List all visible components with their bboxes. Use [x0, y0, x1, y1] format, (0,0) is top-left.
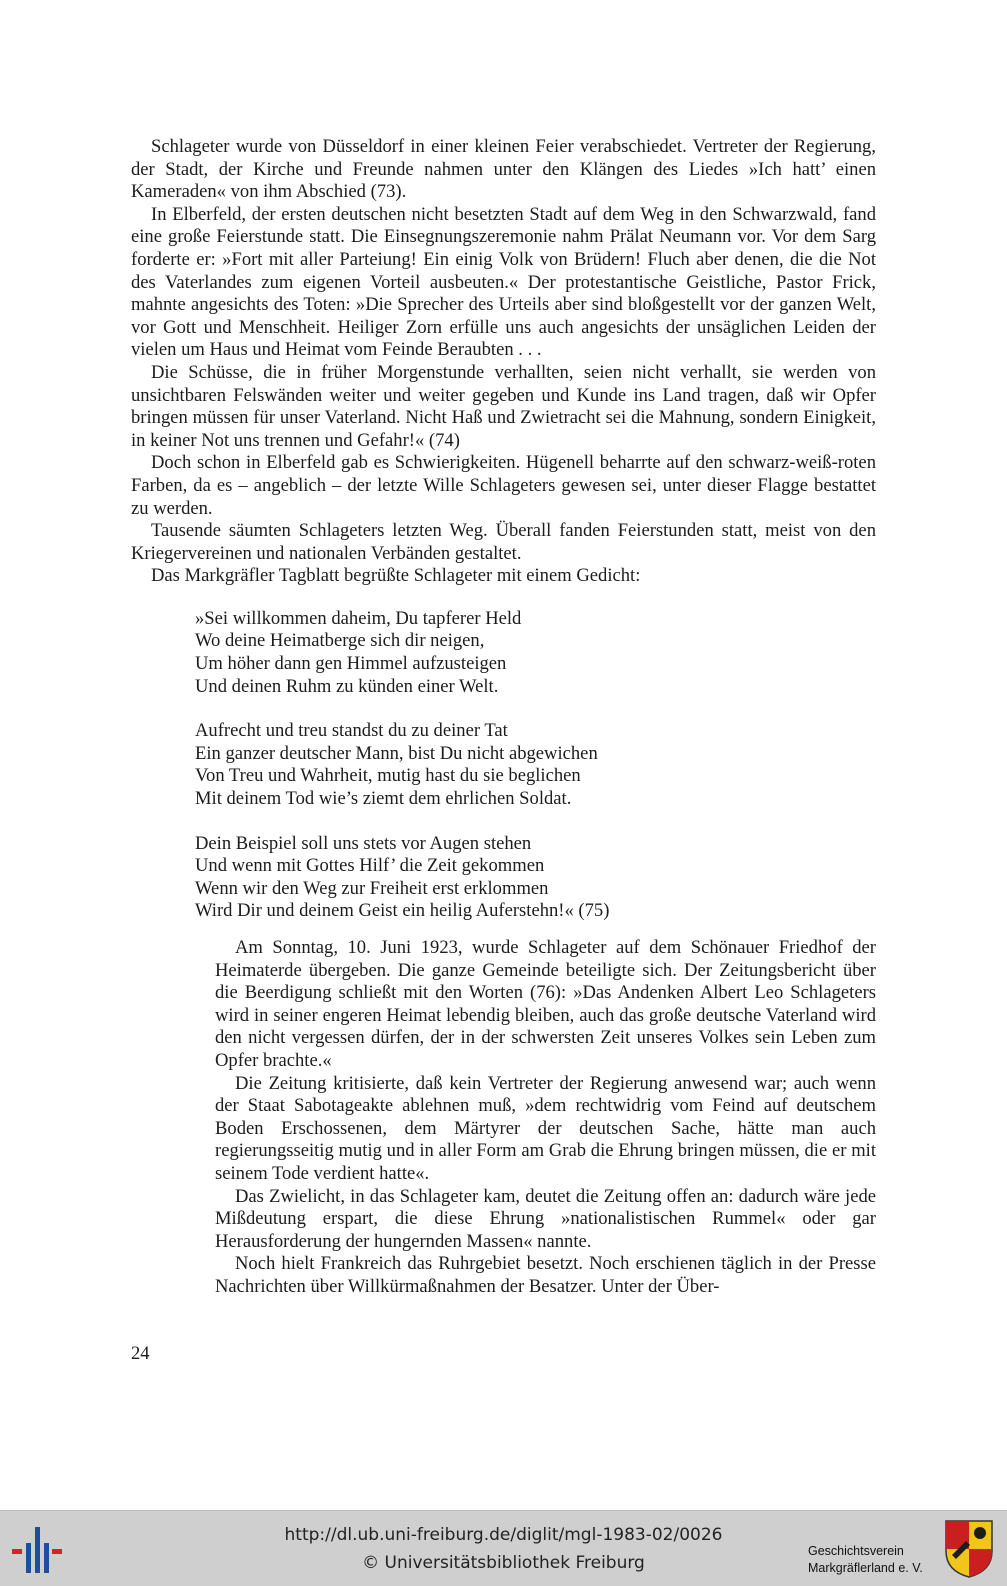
body-text [131, 136, 876, 1299]
poem-line: Aufrecht und treu standst du zu deiner Tat [195, 720, 508, 742]
paragraph: Das Markgräfler Tagblatt begrüßte Schlageter mit einem Gedicht: [151, 565, 641, 587]
paragraph: Die Schüsse, die in früher Morgenstunde verhallten, seien nicht verhallt, sie werden von unsichtbaren Felswänden weiter und weiter gegeben und Kunde ins Land tragen, daß wir Opfer bringen müssen für unser Vaterland. Nicht Haß und Zwietracht sei die Mahnung, sondern Einigkeit, in keiner Not uns trennen und Gefahr!« (74) [131, 361, 876, 451]
paragraph: Tausende säumten Schlageters letzten Weg. Überall fanden Feierstunden statt, meist von den Kriegervereinen und nationalen Verbänden gestaltet. [131, 520, 876, 564]
paragraph: Schlageter wurde von Düsseldorf in einer kleinen Feier verabschiedet. Vertreter der Regierung, der Stadt, der Kirche und Freunde nahmen unter den Klängen des Liedes »Ich hatt’ einen Kameraden« von ihm Abschied (73). [131, 136, 876, 203]
poem [195, 608, 876, 923]
society-crest-icon [944, 1519, 994, 1579]
indented-section [215, 937, 876, 1299]
poem-stanza [195, 608, 876, 698]
paragraph: In Elberfeld, der ersten deutschen nicht besetzten Stadt auf dem Weg in den Schwarzwald, fand eine große Feierstunde statt. Die Einsegnungszeremonie nahm Prälat Neumann vor. Vor dem Sarg forderte er: »Fort mit aller Parteiung! Ein einig Volk von Brüdern! Fluch aber denen, die die Not des Vaterlandes zum eigenen Vorteil ausbeuten.« Der protestantische Geistliche, Pastor Frick, mahnte angesichts des Toten: »Die Sprecher des Urteils aber sind bloßgestellt vor der ganzen Welt, vor Gott und Menschheit. Heiliger Zorn erfülle uns auch angesichts der unsäglichen Leiden der vielen um Haus und Heimat vom Feinde Beraubten . . . [131, 203, 876, 361]
page-number: 24 [131, 1343, 150, 1364]
poem-line: Ein ganzer deutscher Mann, bist Du nicht abgewichen [195, 742, 598, 764]
paragraph: Am Sonntag, 10. Juni 1923, wurde Schlageter auf dem Schönauer Friedhof der Heimaterde übergeben. Die ganze Gemeinde beteiligte sich. Der Zeitungsbericht über die Beerdigung schließt mit den Worten (76): »Das Andenken Albert Leo Schlageters wird in seiner engeren Heimat lebendig bleiben, auch das große deutsche Vaterland wird den nicht vergessen dürfen, der in der schwersten Zeit unseres Volkes sein Leben zum Opfer brachte.« [215, 937, 876, 1071]
paragraph: Die Zeitung kritisierte, daß kein Vertreter der Regierung anwesend war; auch wenn der Staat Sabotageakte ablehnen muß, »dem rechtwidrig vom Feind auf deutschem Boden Erschossenen, dem Märtyrer der deutschen Sache, hätte man auch regierungsseitig mutig und in aller Form am Grab die Ehrung bringen müssen, die er mit seinem Tode verdient hatte«. [215, 1072, 876, 1184]
society-name-line: Geschichtsverein [808, 1544, 904, 1558]
society-name [808, 1543, 928, 1577]
paragraph: Doch schon in Elberfeld gab es Schwierigkeiten. Hügenell beharrte auf den schwarz-weiß-roten Farben, da es – angeblich – der letzte Wille Schlageters gewesen sei, unter dieser Flagge bestattet zu werden. [131, 452, 876, 519]
paragraph: Das Zwielicht, in das Schlageter kam, deutet die Zeitung offen an: dadurch wäre jede Mißdeutung erspart, die diese Ehrung »nationalistischen Rummel« oder gar Herausforderung der hungernden Massen« nannte. [215, 1185, 876, 1252]
poem-line: Wird Dir und deinem Geist ein heilig Auferstehn!« (75) [195, 900, 610, 922]
society-name-line: Markgräflerland e. V. [808, 1561, 923, 1575]
poem-stanza [195, 720, 876, 810]
footer-bar [0, 1510, 1007, 1586]
poem-line: Von Treu und Wahrheit, mutig hast du sie beglichen [195, 765, 581, 787]
source-url[interactable]: http://dl.ub.uni-freiburg.de/diglit/mgl-1983-02/0026 [284, 1525, 723, 1545]
poem-line: Wo deine Heimatberge sich dir neigen, [195, 630, 485, 652]
poem-line: »Sei willkommen daheim, Du tapferer Held [195, 607, 522, 629]
poem-line: Wenn wir den Weg zur Freiheit erst erklommen [195, 877, 549, 899]
poem-line: Und wenn mit Gottes Hilf’ die Zeit gekommen [195, 855, 545, 877]
copyright-text: © Universitätsbibliothek Freiburg [362, 1553, 645, 1573]
paragraph: Noch hielt Frankreich das Ruhrgebiet besetzt. Noch erschienen täglich in der Presse Nachrichten über Willkürmaßnahmen der Besatzer. Unter der Über- [215, 1253, 876, 1297]
poem-stanza [195, 833, 876, 923]
poem-line: Und deinen Ruhm zu künden einer Welt. [195, 675, 499, 697]
poem-line: Mit deinem Tod wie’s ziemt dem ehrlichen Soldat. [195, 788, 572, 810]
poem-line: Um höher dann gen Himmel aufzusteigen [195, 653, 507, 675]
poem-line: Dein Beispiel soll uns stets vor Augen stehen [195, 832, 532, 854]
